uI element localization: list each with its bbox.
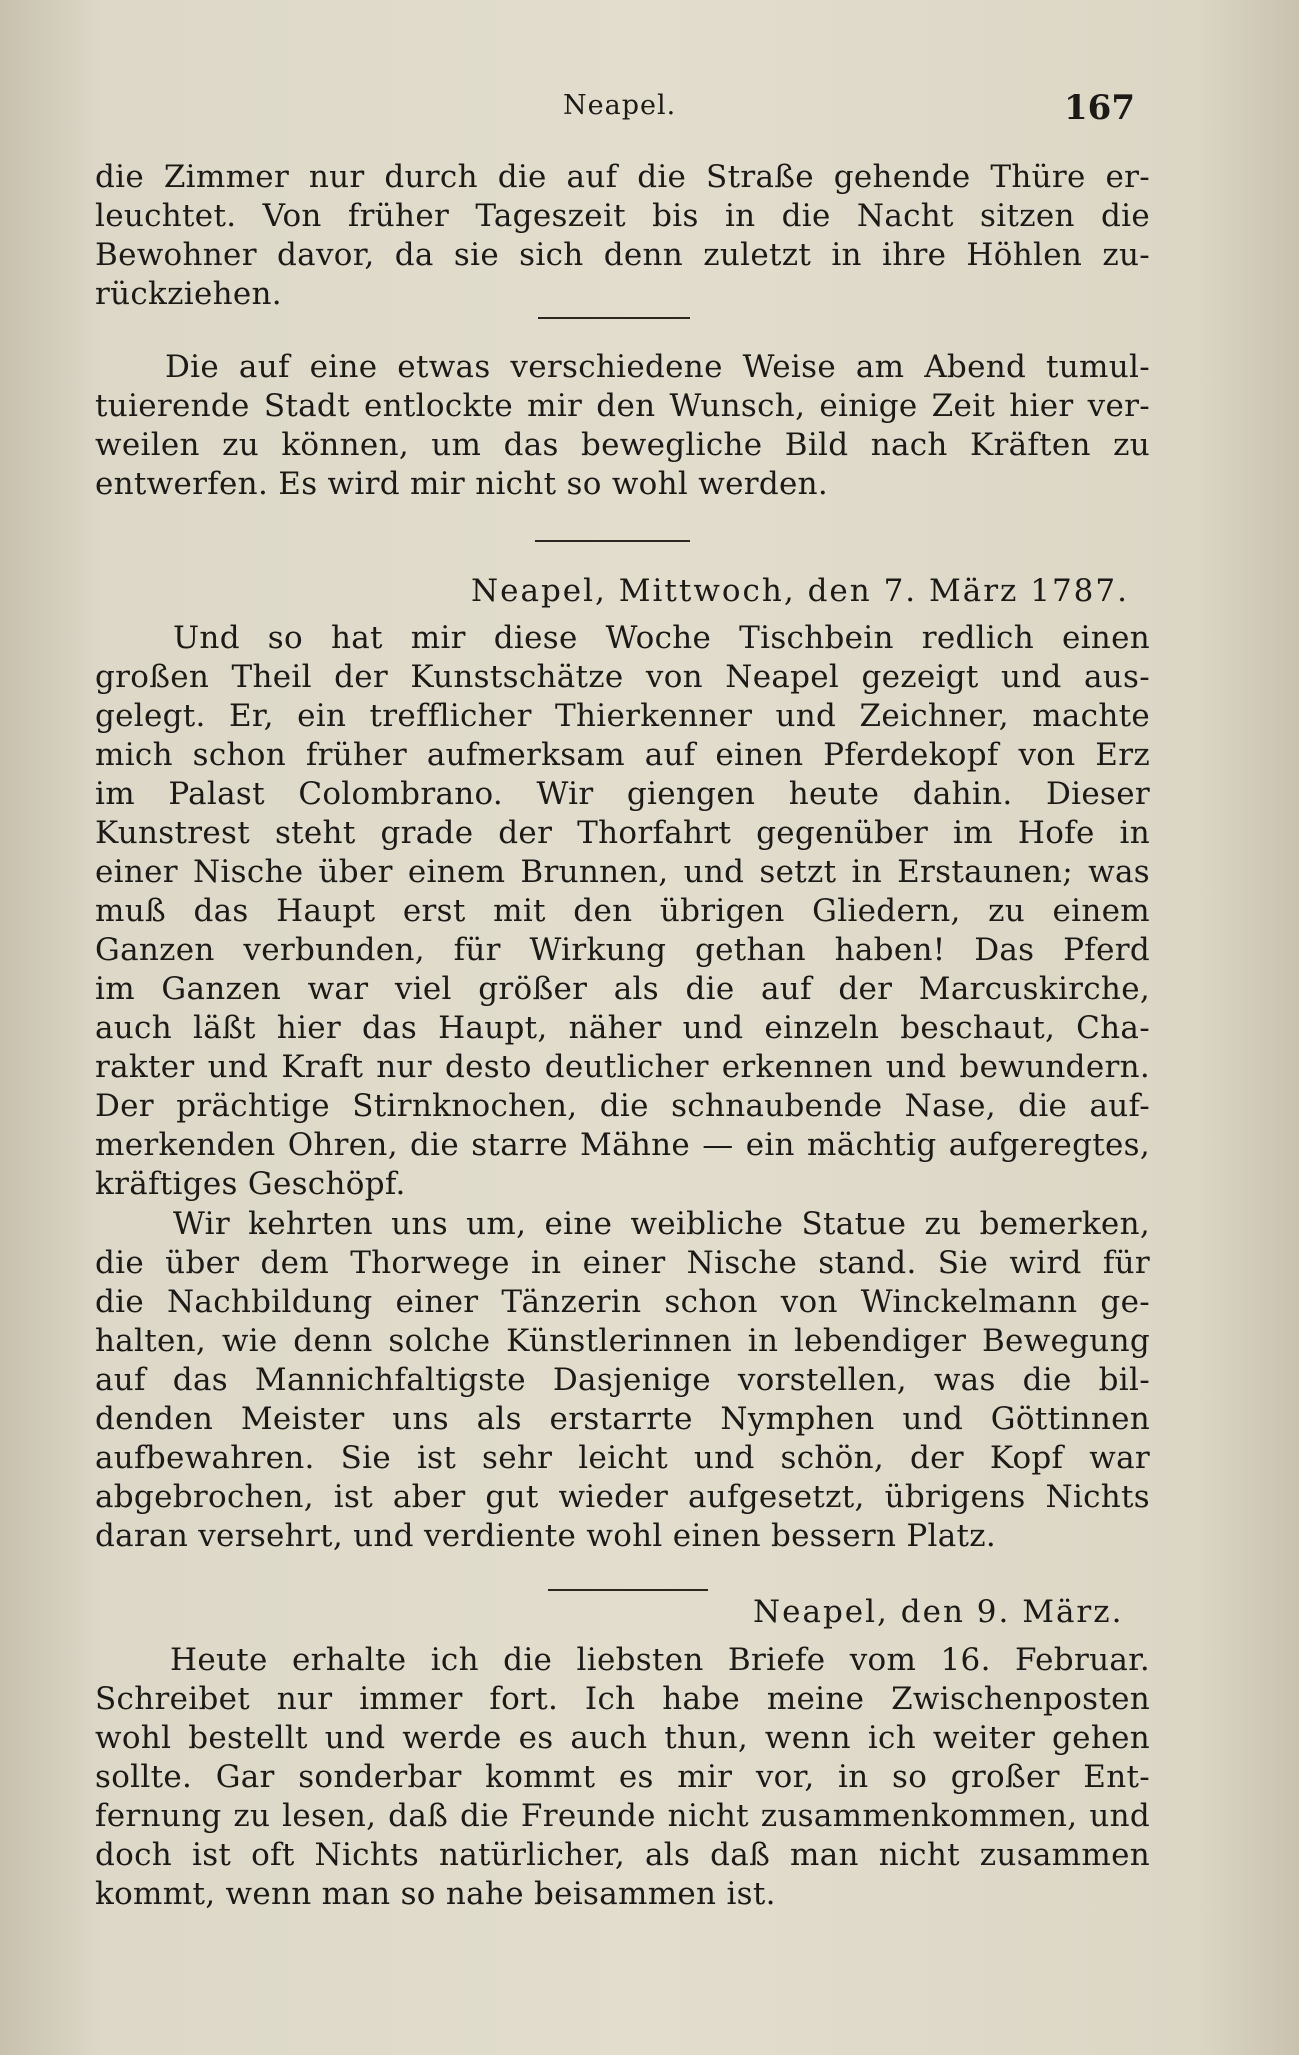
text-line: Bewohner davor, da sie sich denn zuletzt in ihre Höhlen zu-: [95, 237, 1150, 273]
text-line: abgebrochen, ist aber gut wieder aufgesetzt, übrigens Nichts: [95, 1479, 1150, 1515]
text-line: die Zimmer nur durch die auf die Straße gehende Thüre er-: [95, 159, 1150, 195]
text-line: auf das Mannichfaltigste Dasjenige vorstellen, was die bil-: [95, 1362, 1150, 1398]
text-line: rückziehen.: [95, 276, 282, 312]
text-line: weilen zu können, um das bewegliche Bild nach Kräften zu: [95, 427, 1150, 463]
text-line: Der prächtige Stirnknochen, die schnaubende Nase, die auf-: [95, 1088, 1150, 1124]
text-line: doch ist oft Nichts natürlicher, als daß man nicht zusammen: [95, 1837, 1150, 1873]
section-rule: [548, 1589, 708, 1591]
section-rule: [538, 317, 690, 319]
text-line: die Nachbildung einer Tänzerin schon von Winckelmann ge-: [95, 1284, 1150, 1320]
text-line: im Palast Colombrano. Wir giengen heute dahin. Dieser: [95, 776, 1150, 812]
text-line: wohl bestellt und werde es auch thun, wenn ich weiter gehen: [95, 1720, 1150, 1756]
text-line: leuchtet. Von früher Tageszeit bis in die Nacht sitzen die: [95, 198, 1150, 234]
text-line: fernung zu lesen, daß die Freunde nicht zusammenkommen, und: [95, 1798, 1150, 1834]
text-line: sollte. Gar sonderbar kommt es mir vor, in so großer Ent-: [95, 1759, 1150, 1795]
paragraph-4: [95, 1205, 1150, 1556]
text-line: rakter und Kraft nur desto deutlicher erkennen und bewundern.: [95, 1049, 1150, 1085]
section-rule: [535, 540, 690, 542]
paragraph-3: [95, 619, 1150, 1204]
text-line: Kunstrest steht grade der Thorfahrt gegenüber im Hofe in: [95, 815, 1150, 851]
text-line: aufbewahren. Sie ist sehr leicht und schön, der Kopf war: [95, 1440, 1150, 1476]
text-line: gelegt. Er, ein trefflicher Thierkenner und Zeichner, machte: [95, 698, 1150, 734]
dateline: Neapel, den 9. März.: [753, 1594, 1124, 1630]
text-line: Wir kehrten uns um, eine weibliche Statue zu bemerken,: [173, 1206, 1150, 1242]
text-line: Schreibet nur immer fort. Ich habe meine Zwischenposten: [95, 1681, 1150, 1717]
text-line: auch läßt hier das Haupt, näher und einzeln beschaut, Cha-: [95, 1010, 1150, 1046]
running-head: Neapel.: [563, 90, 677, 121]
text-line: kräftiges Geschöpf.: [95, 1166, 406, 1202]
text-line: denden Meister uns als erstarrte Nymphen und Göttinnen: [95, 1401, 1150, 1437]
page-header: [95, 88, 1135, 128]
paragraph-2: [95, 348, 1150, 504]
text-line: im Ganzen war viel größer als die auf der Marcuskirche,: [95, 971, 1150, 1007]
text-line: die über dem Thorwege in einer Nische stand. Sie wird für: [95, 1245, 1150, 1281]
dateline: Neapel, Mittwoch, den 7. März 1787.: [471, 573, 1129, 609]
text-line: daran versehrt, und verdiente wohl einen bessern Platz.: [95, 1518, 997, 1554]
text-line: mich schon früher aufmerksam auf einen Pferdekopf von Erz: [95, 737, 1150, 773]
text-line: Ganzen verbunden, für Wirkung gethan haben! Das Pferd: [95, 932, 1150, 968]
text-line: merkenden Ohren, die starre Mähne — ein mächtig aufgeregtes,: [95, 1127, 1150, 1163]
text-line: muß das Haupt erst mit den übrigen Gliedern, zu einem: [95, 893, 1150, 929]
page-number: 167: [1064, 88, 1135, 128]
text-line: Die auf eine etwas verschiedene Weise am Abend tumul-: [165, 349, 1150, 385]
text-line: großen Theil der Kunstschätze von Neapel gezeigt und aus-: [95, 659, 1150, 695]
text-line: einer Nische über einem Brunnen, und setzt in Erstaunen; was: [95, 854, 1150, 890]
text-line: halten, wie denn solche Künstlerinnen in lebendiger Bewegung: [95, 1323, 1150, 1359]
text-line: Und so hat mir diese Woche Tischbein redlich einen: [173, 620, 1150, 656]
text-line: kommt, wenn man so nahe beisammen ist.: [95, 1876, 776, 1912]
text-line: entwerfen. Es wird mir nicht so wohl werden.: [95, 466, 829, 502]
paragraph-1: [95, 158, 1150, 314]
text-line: tuierende Stadt entlockte mir den Wunsch, einige Zeit hier ver-: [95, 388, 1150, 424]
paragraph-5: [95, 1641, 1150, 1914]
text-line: Heute erhalte ich die liebsten Briefe vom 16. Februar.: [170, 1642, 1150, 1678]
